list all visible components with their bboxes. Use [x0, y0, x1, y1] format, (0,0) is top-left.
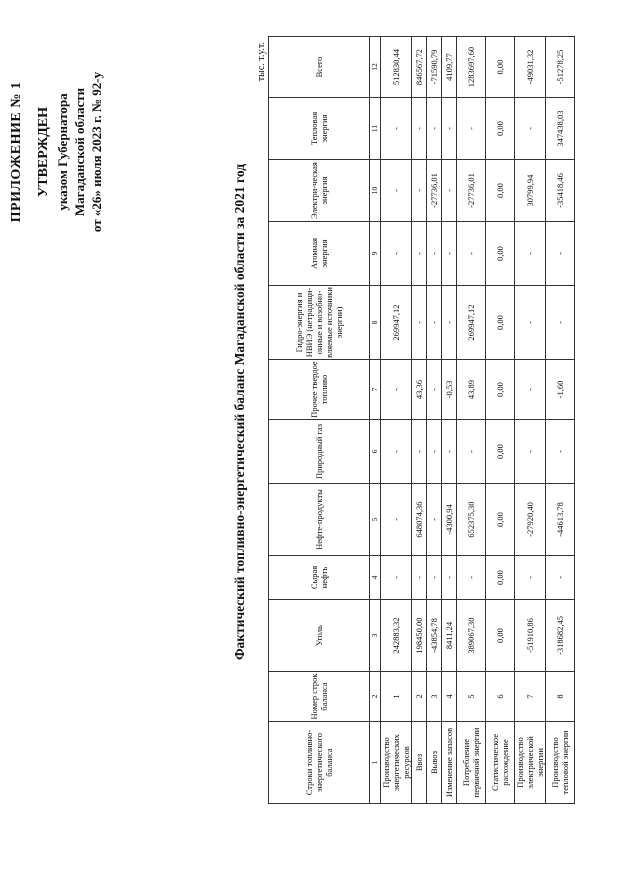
- value-cell: 4109,77: [442, 37, 457, 98]
- value-cell: -: [381, 420, 412, 484]
- row-label-cell: Производство энергетических ресурсов: [381, 722, 412, 804]
- column-header: Нефте-продукты: [269, 484, 370, 556]
- approval-block: [8, 22, 105, 282]
- column-header: Уголь: [269, 600, 370, 672]
- column-header: Всего: [269, 37, 370, 98]
- value-cell: -51278,25: [546, 37, 575, 98]
- value-cell: 43,36: [412, 360, 427, 420]
- value-cell: 652375,30: [457, 484, 486, 556]
- value-cell: -: [546, 286, 575, 360]
- column-index-row: [370, 37, 381, 804]
- column-index-cell: 9: [370, 222, 381, 286]
- value-cell: -: [515, 420, 546, 484]
- value-cell: -: [412, 222, 427, 286]
- value-cell: -: [457, 222, 486, 286]
- table-row: [412, 37, 427, 804]
- value-cell: 0,00: [486, 484, 515, 556]
- value-cell: -: [381, 360, 412, 420]
- column-index-cell: 7: [370, 360, 381, 420]
- column-index-cell: 12: [370, 37, 381, 98]
- value-cell: 30799,94: [515, 160, 546, 222]
- value-cell: -: [546, 556, 575, 600]
- table-row: [427, 37, 442, 804]
- approval-line-2: Магаданской области: [72, 87, 87, 217]
- table-row: [381, 37, 412, 804]
- value-cell: 0,00: [486, 420, 515, 484]
- row-label-cell: Статистическое расхождение: [486, 722, 515, 804]
- value-cell: -: [427, 222, 442, 286]
- table-row: [515, 37, 546, 804]
- value-cell: -: [412, 556, 427, 600]
- value-cell: -: [381, 160, 412, 222]
- row-number-cell: 7: [515, 672, 546, 722]
- column-header: Природный газ: [269, 420, 370, 484]
- row-number-cell: 1: [381, 672, 412, 722]
- column-index-cell: 8: [370, 286, 381, 360]
- document-title: Фактический топливно-энергетический баланс Магаданской области за 2021 год: [232, 163, 247, 661]
- value-cell: -: [412, 286, 427, 360]
- column-index-cell: 11: [370, 98, 381, 160]
- row-number-cell: 2: [412, 672, 427, 722]
- value-cell: -: [515, 98, 546, 160]
- column-header: Атомная энергия: [269, 222, 370, 286]
- table-row: [486, 37, 515, 804]
- energy-balance-table: [268, 36, 575, 804]
- value-cell: -: [427, 98, 442, 160]
- units-label: тыс. т.у.т.: [256, 42, 267, 82]
- column-header: Номер строк баланса: [269, 672, 370, 722]
- value-cell: -: [546, 420, 575, 484]
- value-cell: 8411,24: [442, 600, 457, 672]
- column-header: Тепловая энергия: [269, 98, 370, 160]
- value-cell: -: [412, 98, 427, 160]
- row-number-cell: 6: [486, 672, 515, 722]
- row-label-cell: Ввоз: [412, 722, 427, 804]
- value-cell: -: [442, 160, 457, 222]
- approval-line-3: от «26» июля 2023 г. № 92-у: [89, 71, 104, 233]
- value-cell: -318682,45: [546, 600, 575, 672]
- row-label-cell: Потребление первичной энергии: [457, 722, 486, 804]
- value-cell: -: [515, 222, 546, 286]
- column-header: Электри-ческая энергия: [269, 160, 370, 222]
- value-cell: -27736,01: [427, 160, 442, 222]
- row-number-cell: 5: [457, 672, 486, 722]
- value-cell: -35418,46: [546, 160, 575, 222]
- value-cell: -: [427, 556, 442, 600]
- value-cell: -0,53: [442, 360, 457, 420]
- value-cell: 242883,32: [381, 600, 412, 672]
- value-cell: 0,00: [486, 360, 515, 420]
- value-cell: -: [515, 360, 546, 420]
- value-cell: 0,00: [486, 286, 515, 360]
- value-cell: -: [381, 556, 412, 600]
- column-header: Сырая нефть: [269, 556, 370, 600]
- value-cell: 269947,12: [381, 286, 412, 360]
- value-cell: -27920,40: [515, 484, 546, 556]
- value-cell: 269947,12: [457, 286, 486, 360]
- appendix-label: ПРИЛОЖЕНИЕ № 1: [9, 81, 24, 223]
- value-cell: 347438,03: [546, 98, 575, 160]
- value-cell: -: [442, 222, 457, 286]
- table-body: [381, 37, 575, 804]
- value-cell: -: [427, 286, 442, 360]
- value-cell: -: [442, 420, 457, 484]
- row-number-cell: 3: [427, 672, 442, 722]
- column-index-cell: 10: [370, 160, 381, 222]
- row-label-cell: Производство электрической энергии: [515, 722, 546, 804]
- row-number-cell: 4: [442, 672, 457, 722]
- column-index-cell: 5: [370, 484, 381, 556]
- value-cell: -: [427, 484, 442, 556]
- value-cell: 43,89: [457, 360, 486, 420]
- value-cell: 0,00: [486, 556, 515, 600]
- value-cell: -1,60: [546, 360, 575, 420]
- row-number-cell: 8: [546, 672, 575, 722]
- column-header: Гидро-энергия и НВИЭ (нетрадици-онные и возобно-вляемые источники энергии): [269, 286, 370, 360]
- table-row: [442, 37, 457, 804]
- row-label-cell: Производство тепловой энергии: [546, 722, 575, 804]
- value-cell: -: [457, 420, 486, 484]
- column-index-cell: 2: [370, 672, 381, 722]
- value-cell: -: [442, 286, 457, 360]
- row-label-cell: Изменение запасов: [442, 722, 457, 804]
- value-cell: 0,00: [486, 160, 515, 222]
- value-cell: -: [381, 484, 412, 556]
- value-cell: -49031,32: [515, 37, 546, 98]
- value-cell: -: [381, 98, 412, 160]
- value-cell: -44613,78: [546, 484, 575, 556]
- value-cell: -27736,01: [457, 160, 486, 222]
- row-label-cell: Вывоз: [427, 722, 442, 804]
- value-cell: -: [427, 420, 442, 484]
- value-cell: 1283697,60: [457, 37, 486, 98]
- value-cell: -71590,79: [427, 37, 442, 98]
- approved-label: УТВЕРЖДЕН: [36, 106, 51, 198]
- value-cell: -: [515, 556, 546, 600]
- column-header: Прочее твердое топливо: [269, 360, 370, 420]
- value-cell: -: [381, 222, 412, 286]
- column-index-cell: 1: [370, 722, 381, 804]
- value-cell: -: [442, 556, 457, 600]
- value-cell: -: [457, 98, 486, 160]
- value-cell: 648074,36: [412, 484, 427, 556]
- column-index-cell: 4: [370, 556, 381, 600]
- column-index-cell: 6: [370, 420, 381, 484]
- value-cell: 0,00: [486, 600, 515, 672]
- value-cell: -: [427, 360, 442, 420]
- value-cell: -4300,94: [442, 484, 457, 556]
- column-header: Строки топливно-энергетического баланса: [269, 722, 370, 804]
- header-row: [269, 37, 370, 804]
- value-cell: -51910,86: [515, 600, 546, 672]
- value-cell: 846567,72: [412, 37, 427, 98]
- value-cell: 0,00: [486, 37, 515, 98]
- value-cell: -: [515, 286, 546, 360]
- value-cell: -: [442, 98, 457, 160]
- column-index-cell: 3: [370, 600, 381, 672]
- value-cell: -43854,78: [427, 600, 442, 672]
- value-cell: -: [546, 222, 575, 286]
- table-row: [546, 37, 575, 804]
- value-cell: 0,00: [486, 222, 515, 286]
- value-cell: -: [457, 556, 486, 600]
- table-row: [457, 37, 486, 804]
- value-cell: 512830,44: [381, 37, 412, 98]
- value-cell: -: [412, 160, 427, 222]
- value-cell: 198450,00: [412, 600, 427, 672]
- value-cell: 389067,30: [457, 600, 486, 672]
- approval-line-1: указом Губернатора: [55, 93, 70, 211]
- value-cell: -: [412, 420, 427, 484]
- value-cell: 0,00: [486, 98, 515, 160]
